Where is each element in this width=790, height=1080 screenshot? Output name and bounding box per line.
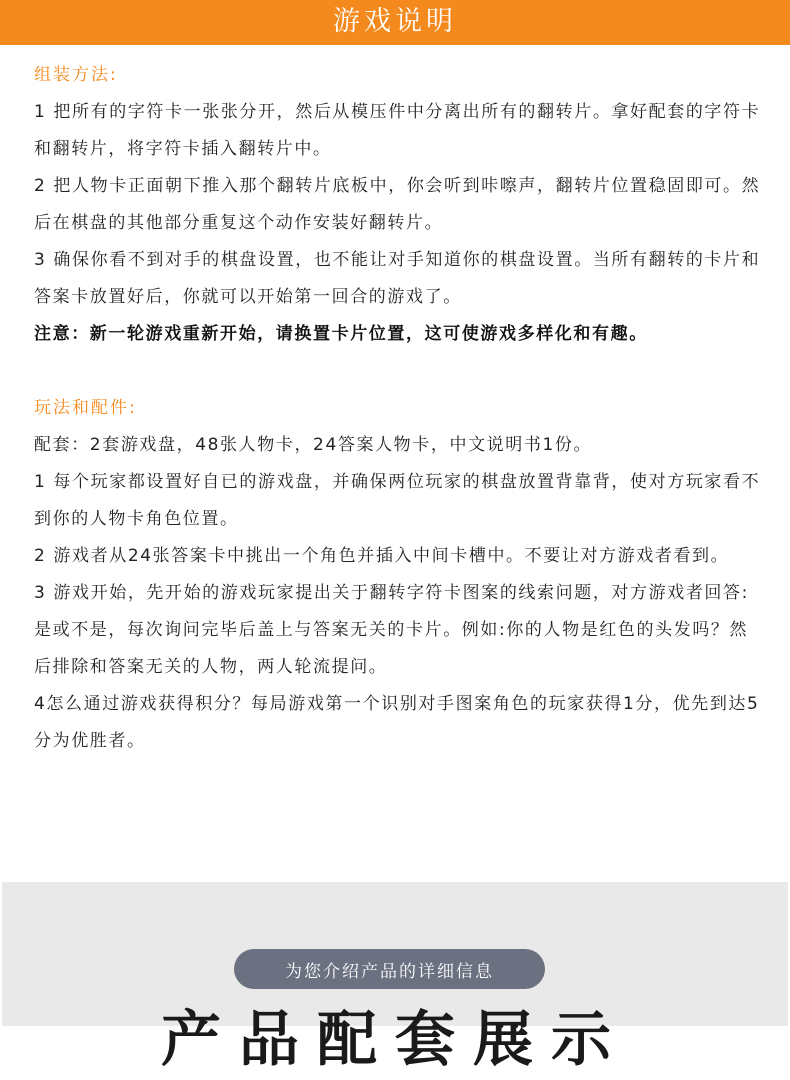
page-title: 游戏说明 [333,6,457,37]
product-showcase-title: 产品配套展示 [161,1005,629,1075]
product-banner [2,882,788,1075]
assembly-step-3: 3 确保你看不到对手的棋盘设置，也不能让对手知道你的棋盘设置。当所有翻转的卡片和答案卡放置好后，你就可以开始第一回合的游戏了。 [34,250,761,307]
assembly-step-2: 2 把人物卡正面朝下推入那个翻转片底板中，你会听到咔嚓声，翻转片位置稳固即可。然后在棋盘的其他部分重复这个动作安装好翻转片。 [34,176,761,233]
assembly-step-1: 1 把所有的字符卡一张张分开，然后从模压件中分离出所有的翻转片。拿好配套的字符卡和翻转片，将字符卡插入翻转片中。 [34,102,761,159]
section-spacer [34,353,764,390]
header-bar [0,0,790,45]
gameplay-contents: 配套：2套游戏盘，48张人物卡，24答案人物卡，中文说明书1份。 [34,435,593,455]
gameplay-step-2: 2 游戏者从24张答案卡中挑出一个角色并插入中间卡槽中。不要让对方游戏者看到。 [34,546,730,566]
assembly-heading: 组装方法: [34,65,118,85]
gameplay-step-1: 1 每个玩家都设置好自已的游戏盘，并确保两位玩家的棋盘放置背靠背，使对方玩家看不到你的人物卡角色位置。 [34,472,761,529]
product-info-pill: 为您介绍产品的详细信息 [234,949,545,989]
gameplay-step-3: 3 游戏开始，先开始的游戏玩家提出关于翻转字符卡图案的线索问题，对方游戏者回答:是或不是，每次询问完毕后盖上与答案无关的卡片。例如:你的人物是红色的头发吗？然后排除和答案无关的人物，两人轮流提问。 [34,583,749,677]
instructions-content [34,57,764,760]
gameplay-heading: 玩法和配件: [34,398,137,418]
assembly-note: 注意：新一轮游戏重新开始，请换置卡片位置，这可使游戏多样化和有趣。 [34,324,648,344]
gameplay-step-4: 4怎么通过游戏获得积分？每局游戏第一个识别对手图案角色的玩家获得1分，优先到达5分为优胜者。 [34,694,760,751]
